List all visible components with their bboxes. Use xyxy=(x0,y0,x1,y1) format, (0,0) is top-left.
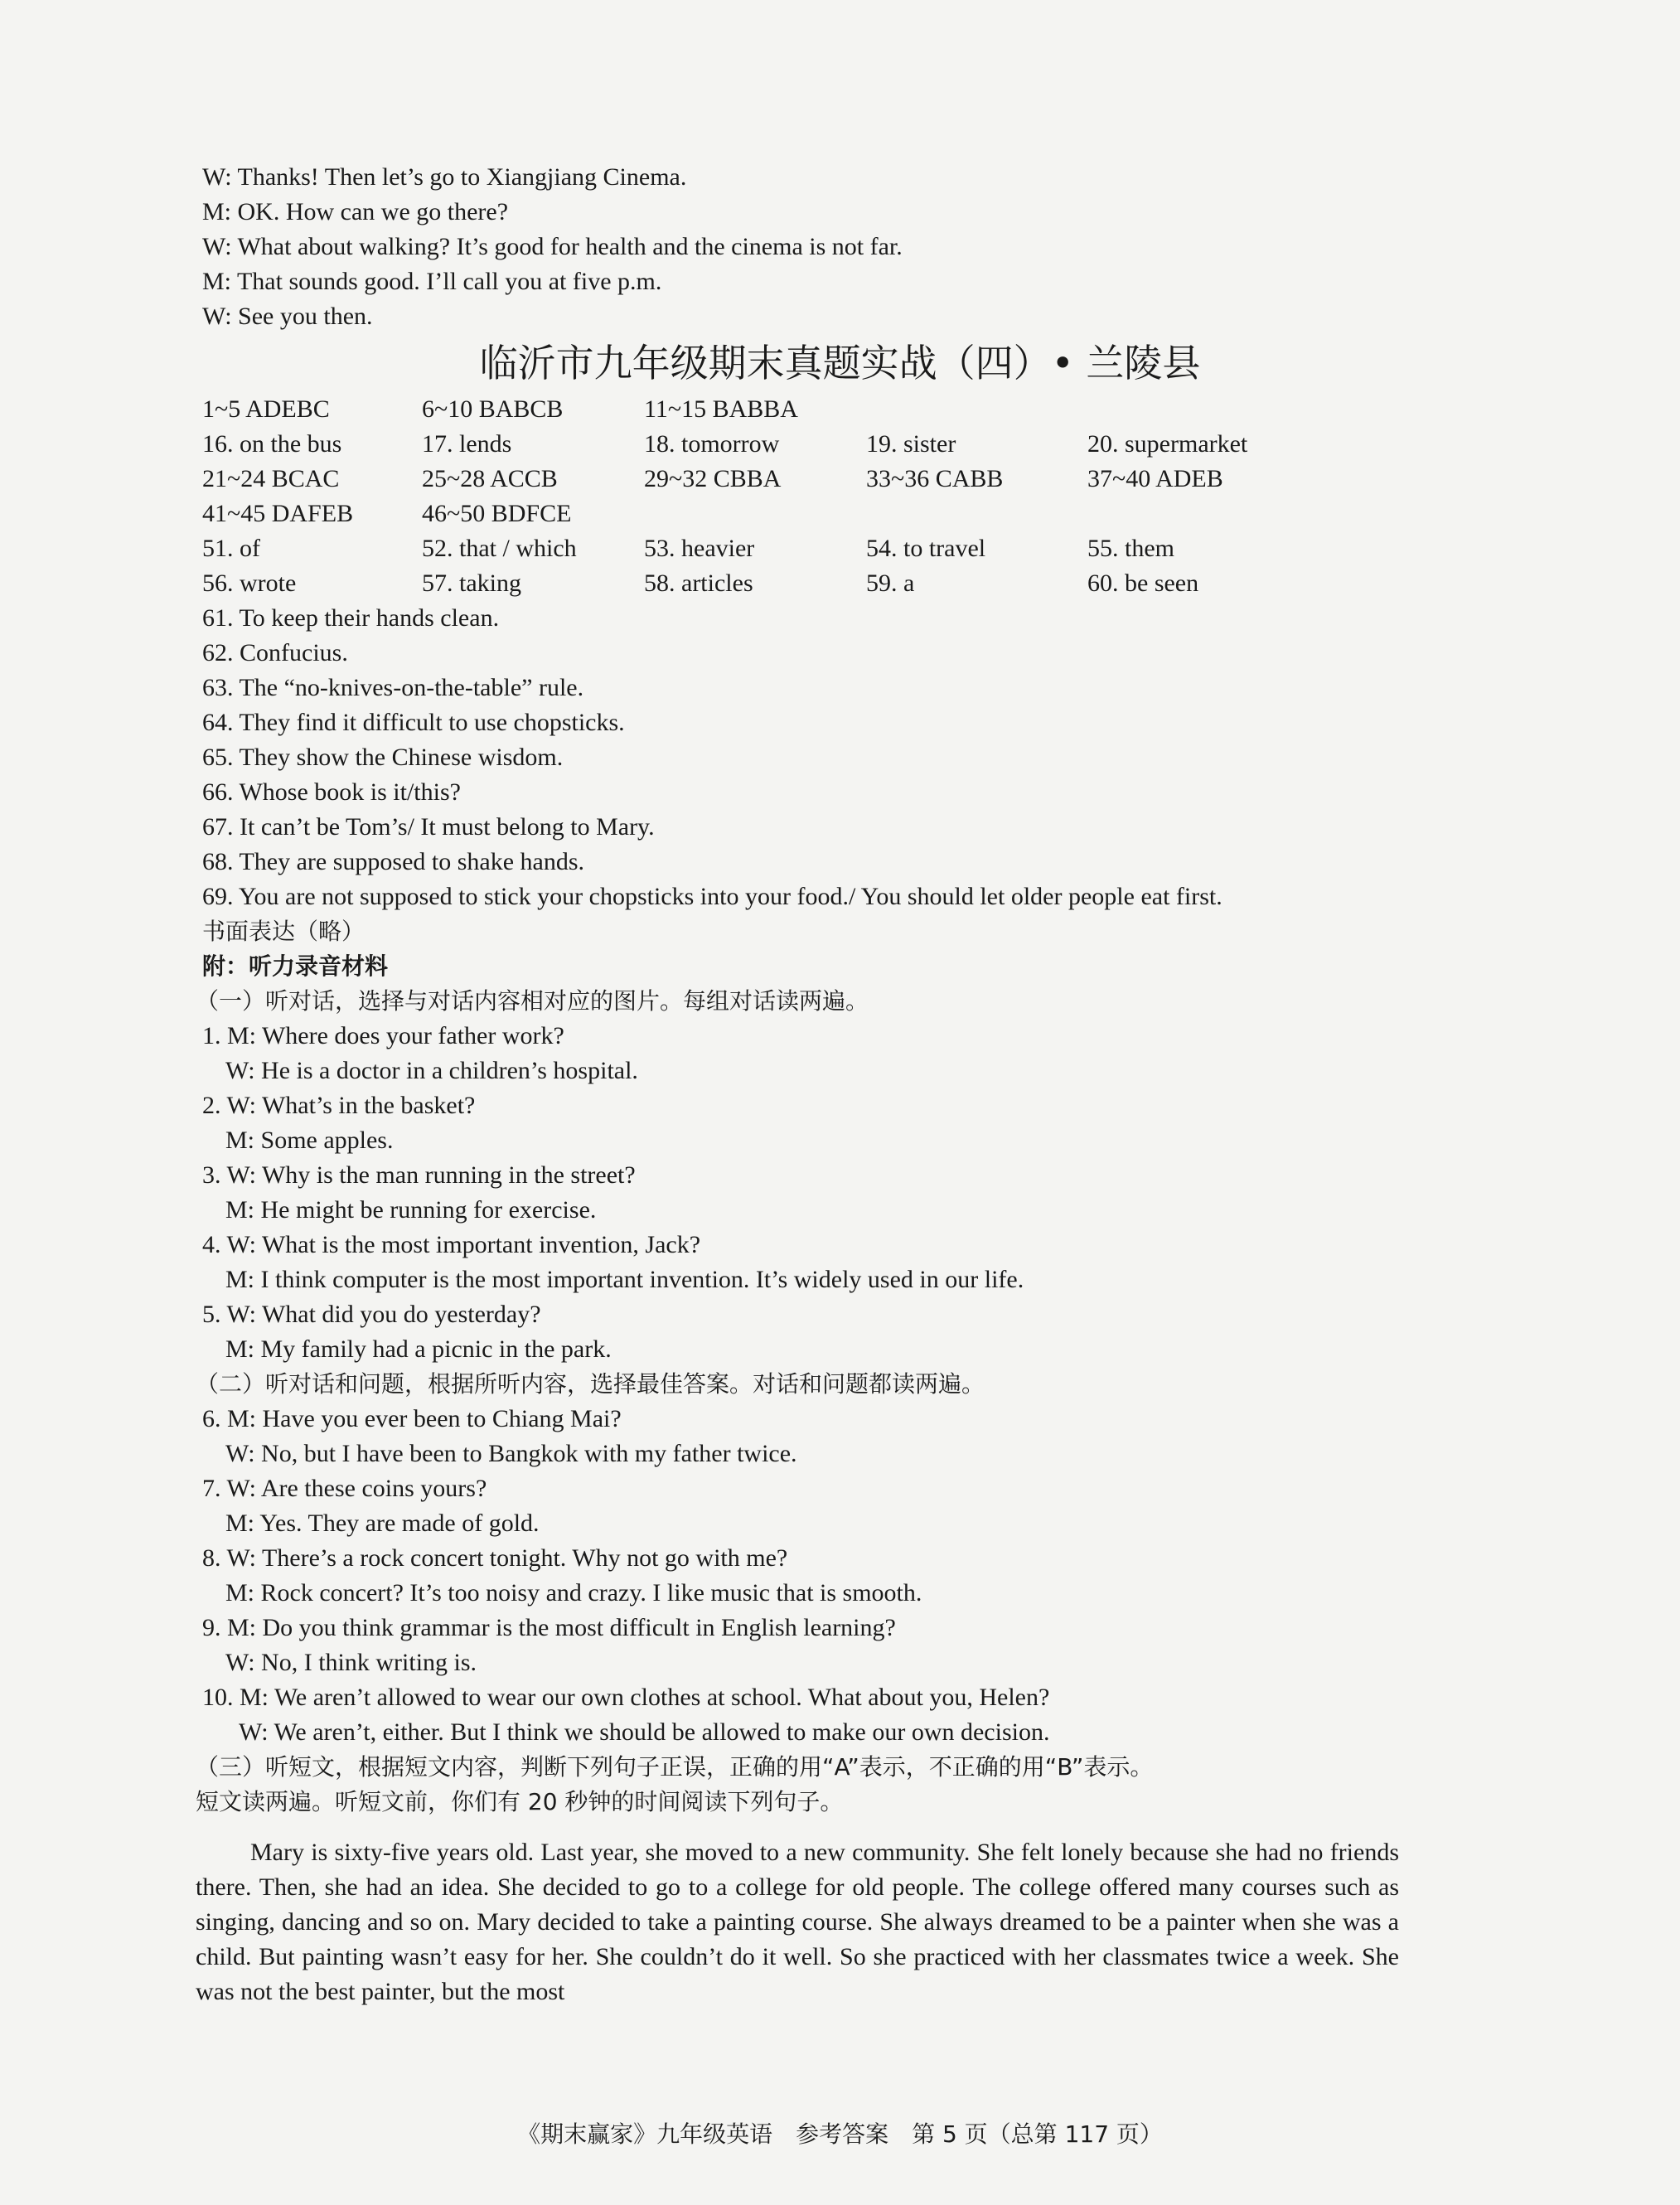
answer-cell: 6~10 BABCB xyxy=(422,395,564,423)
answer-line: 66. Whose book is it/this? xyxy=(202,778,461,806)
listening-line: M: I think computer is the most important invention. It’s widely used in our life. xyxy=(225,1266,1024,1293)
part3-instruction: （三）听短文，根据短文内容，判断下列句子正误，正确的用“A”表示，不正确的用“B”表示。 xyxy=(196,1753,1154,1781)
listening-line: W: No, I think writing is. xyxy=(225,1649,477,1676)
answer-cell: 58. articles xyxy=(644,569,753,597)
listening-line: W: He is a doctor in a children’s hospital. xyxy=(225,1057,638,1084)
listening-line: M: My family had a picnic in the park. xyxy=(225,1335,612,1363)
answer-cell: 21~24 BCAC xyxy=(202,465,340,492)
listening-line: 5. W: What did you do yesterday? xyxy=(202,1301,541,1328)
answer-cell: 16. on the bus xyxy=(202,430,342,458)
dialog-line: W: See you then. xyxy=(202,303,373,330)
listening-line: M: Rock concert? It’s too noisy and crazy. I like music that is smooth. xyxy=(225,1579,922,1606)
listening-line: 10. M: We aren’t allowed to wear our own clothes at school. What about you, Helen? xyxy=(202,1684,1050,1711)
answer-cell: 25~28 ACCB xyxy=(422,465,558,492)
answer-cell: 52. that / which xyxy=(422,535,577,562)
answer-cell: 18. tomorrow xyxy=(644,430,780,458)
listening-line: 9. M: Do you think grammar is the most difficult in English learning? xyxy=(202,1614,896,1641)
answer-cell: 51. of xyxy=(202,535,260,562)
answer-cell: 53. heavier xyxy=(644,535,755,562)
answer-cell: 11~15 BABBA xyxy=(644,395,798,423)
page-footer: 《期末赢家》九年级英语 参考答案 第 5 页（总第 117 页） xyxy=(517,2120,1163,2148)
part3-instruction-cont: 短文读两遍。听短文前，你们有 20 秒钟的时间阅读下列句子。 xyxy=(196,1788,844,1815)
answer-line: 68. They are supposed to shake hands. xyxy=(202,848,585,875)
answer-cell: 56. wrote xyxy=(202,569,297,597)
answer-cell: 29~32 CBBA xyxy=(644,465,782,492)
answer-cell: 20. supermarket xyxy=(1087,430,1248,458)
listening-line: 3. W: Why is the man running in the street? xyxy=(202,1161,636,1189)
answer-cell: 60. be seen xyxy=(1087,569,1199,597)
answer-cell: 57. taking xyxy=(422,569,521,597)
answer-cell: 17. lends xyxy=(422,430,512,458)
answer-line: 62. Confucius. xyxy=(202,639,348,666)
listening-line: 8. W: There’s a rock concert tonight. Why not go with me? xyxy=(202,1544,788,1572)
answer-cell: 1~5 ADEBC xyxy=(202,395,330,423)
answer-cell: 33~36 CABB xyxy=(866,465,1004,492)
listening-line: M: He might be running for exercise. xyxy=(225,1196,597,1224)
listening-line: W: No, but I have been to Bangkok with my father twice. xyxy=(225,1440,797,1467)
writing-note: 书面表达（略） xyxy=(202,918,366,945)
listening-line: 1. M: Where does your father work? xyxy=(202,1022,564,1049)
answer-line: 61. To keep their hands clean. xyxy=(202,604,500,632)
listening-line: 7. W: Are these coins yours? xyxy=(202,1475,487,1502)
answer-cell: 37~40 ADEB xyxy=(1087,465,1223,492)
answer-cell: 46~50 BDFCE xyxy=(422,500,572,527)
answer-line: 65. They show the Chinese wisdom. xyxy=(202,744,564,771)
appendix-title: 附：听力录音材料 xyxy=(202,952,389,980)
dialog-line: W: What about walking? It’s good for health and the cinema is not far. xyxy=(202,233,903,260)
answer-cell: 54. to travel xyxy=(866,535,986,562)
dialog-line: M: That sounds good. I’ll call you at five p.m. xyxy=(202,268,662,295)
part2-instruction: （二）听对话和问题，根据所听内容，选择最佳答案。对话和问题都读两遍。 xyxy=(196,1370,985,1398)
listening-line: 2. W: What’s in the basket? xyxy=(202,1092,476,1119)
answer-cell: 41~45 DAFEB xyxy=(202,500,354,527)
listening-line: M: Some apples. xyxy=(225,1127,394,1154)
answer-cell: 19. sister xyxy=(866,430,956,458)
listening-line: M: Yes. They are made of gold. xyxy=(225,1510,540,1537)
listening-line: 4. W: What is the most important invention, Jack? xyxy=(202,1231,701,1258)
answer-line: 69. You are not supposed to stick your chopsticks into your food./ You should let older people eat first. xyxy=(202,883,1222,910)
answer-line: 64. They find it difficult to use chopsticks. xyxy=(202,709,625,736)
listening-line: 6. M: Have you ever been to Chiang Mai? xyxy=(202,1405,622,1432)
part1-instruction: （一）听对话，选择与对话内容相对应的图片。每组对话读两遍。 xyxy=(196,987,869,1015)
answer-line: 67. It can’t be Tom’s/ It must belong to Mary. xyxy=(202,813,655,841)
answer-cell: 55. them xyxy=(1087,535,1174,562)
listening-passage: Mary is sixty-five years old. Last year, she moved to a new community. She felt lonely because she had no friends there. Then, she had an idea. She decided to go to a college for old people. The college offered many courses such as singing, dancing and so on. Mary decided to take a painting course. She always dreamed to be a painter when she was a child. But painting wasn’t easy for her. She couldn’t do it well. So she practiced with her classmates twice a week. She was not the best painter, but the most xyxy=(196,1839,1399,2005)
dialog-line: W: Thanks! Then let’s go to Xiangjiang Cinema. xyxy=(202,163,687,191)
listening-line: W: We aren’t, either. But I think we should be allowed to make our own decision. xyxy=(239,1718,1050,1746)
answer-line: 63. The “no-knives-on-the-table” rule. xyxy=(202,674,584,701)
section-title: 临沂市九年级期末真题实战（四）• 兰陵县 xyxy=(479,341,1201,385)
answer-cell: 59. a xyxy=(866,569,915,597)
dialog-line: M: OK. How can we go there? xyxy=(202,198,509,225)
